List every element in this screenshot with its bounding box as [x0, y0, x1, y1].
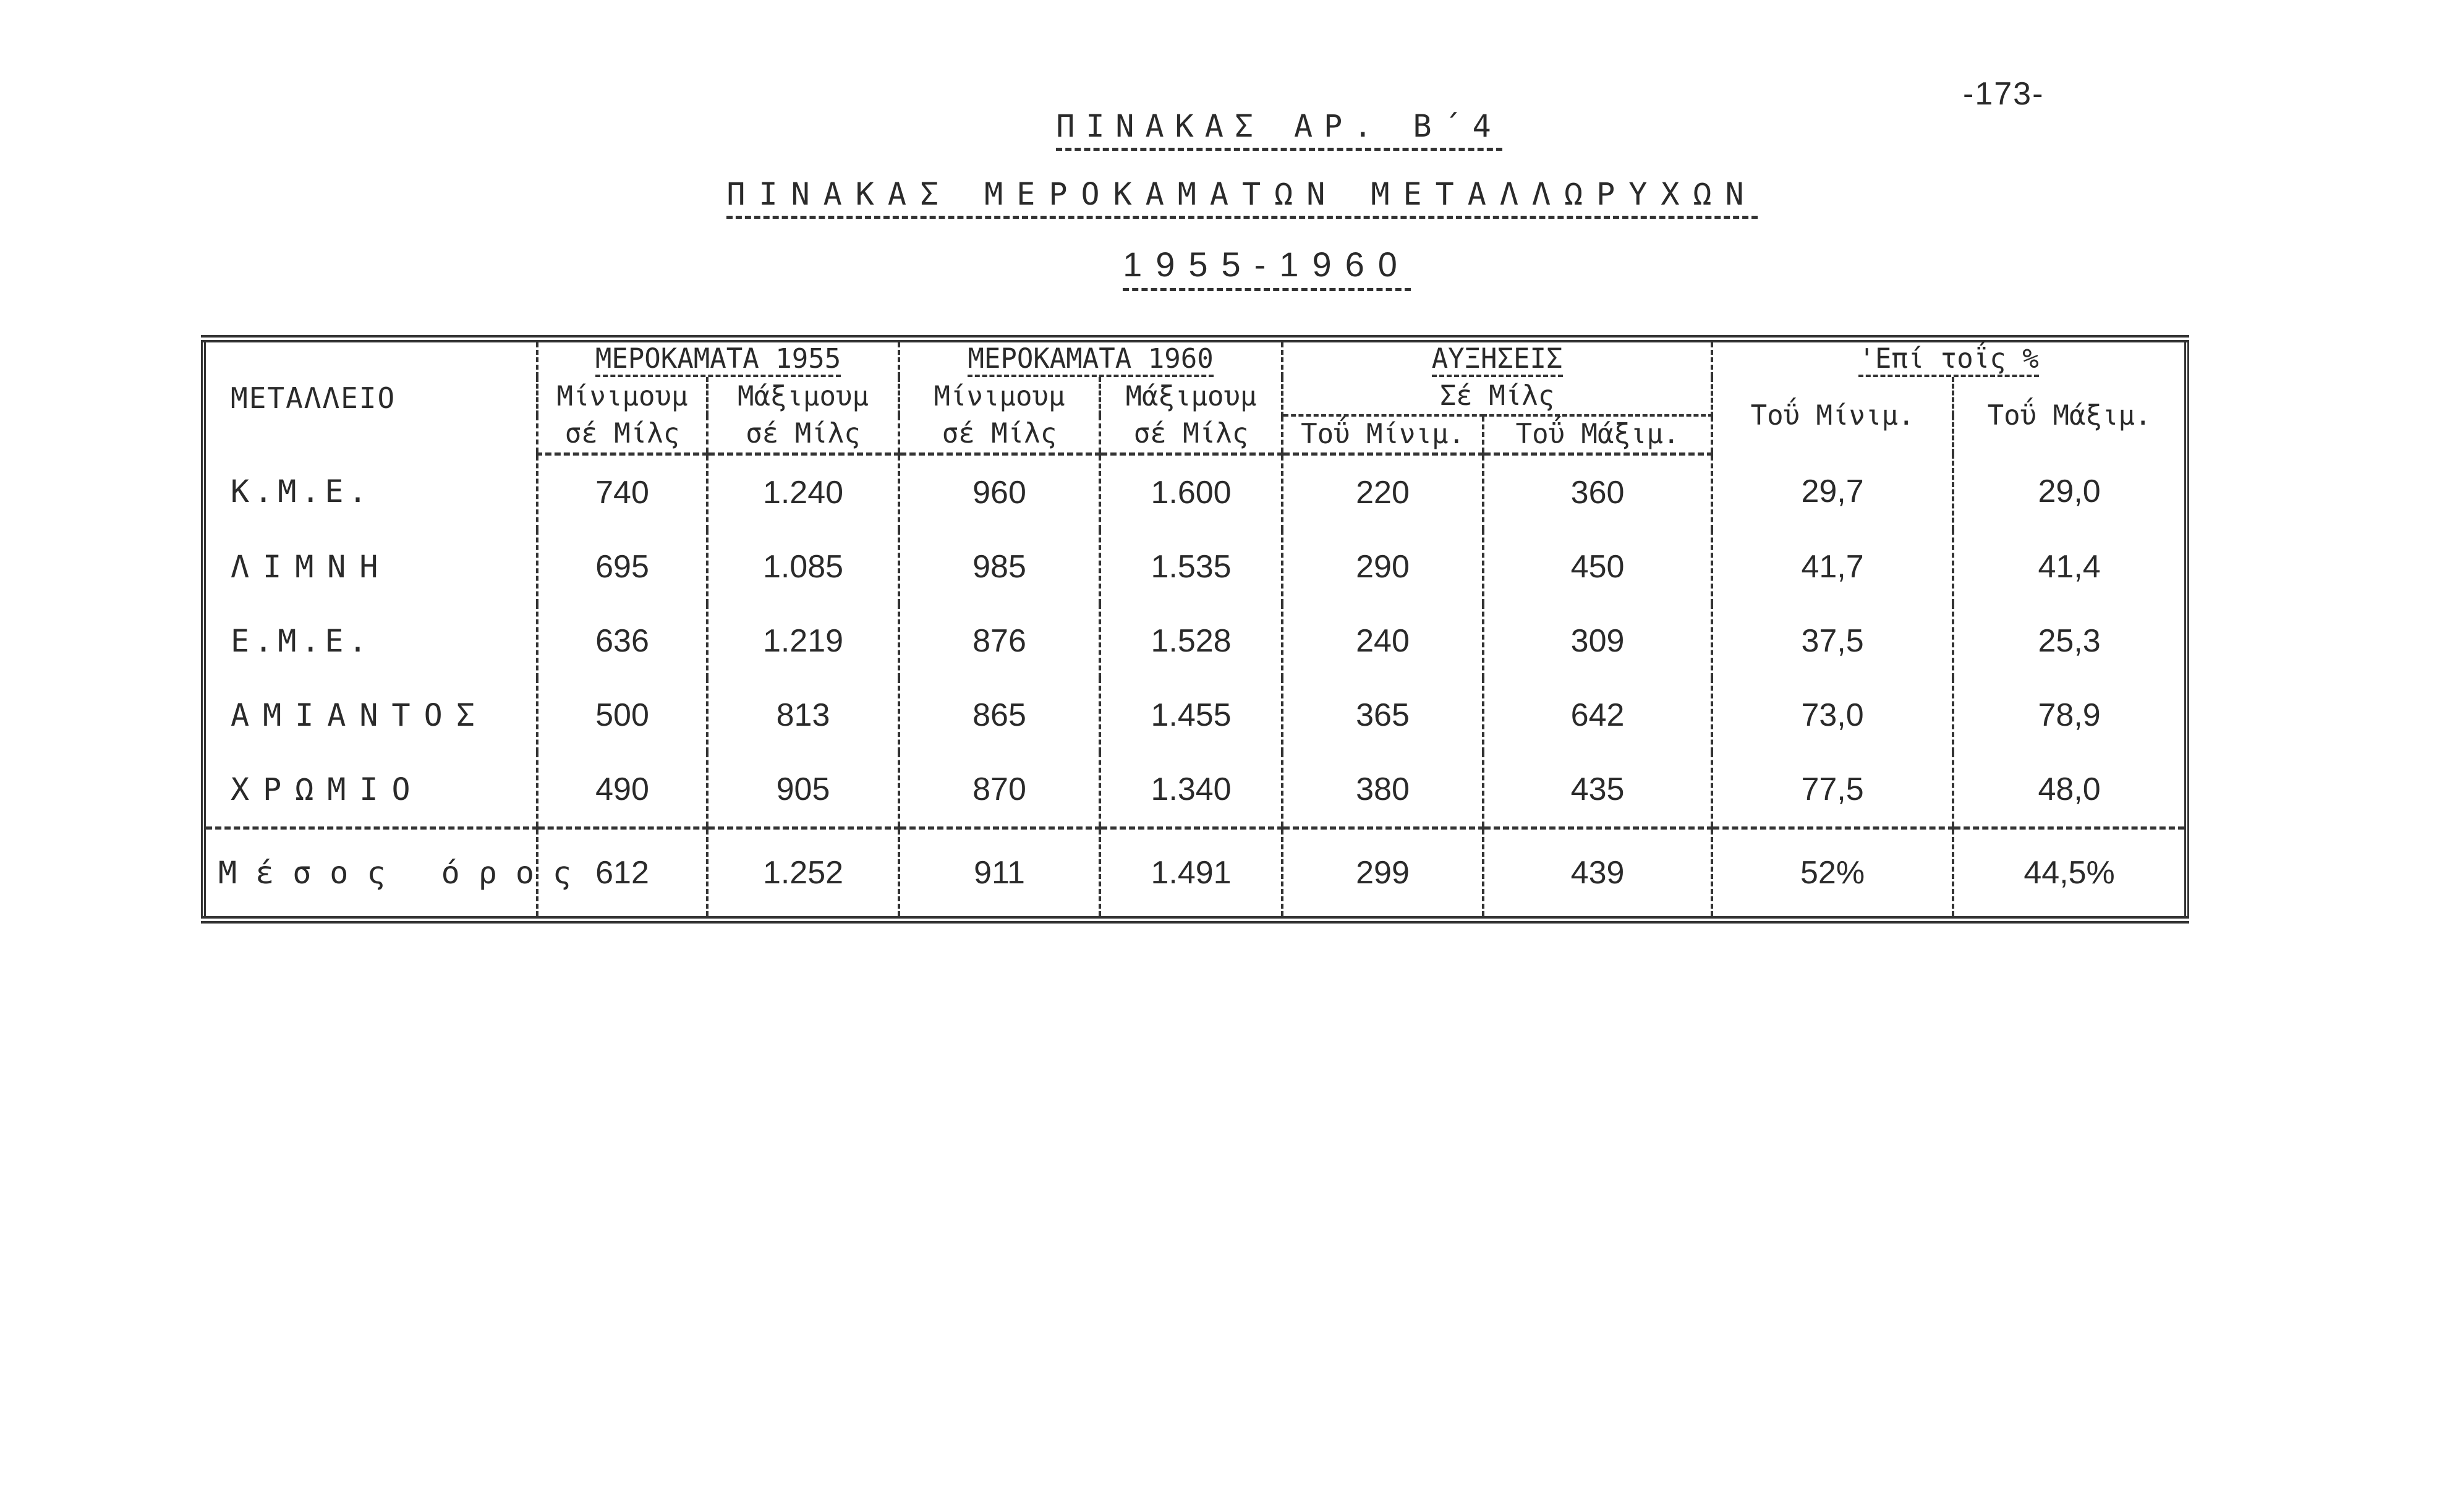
table-number-title: ΠΙΝΑΚΑΣ ΑΡ. Β΄4 — [111, 108, 2447, 151]
average-row — [203, 828, 2187, 920]
increase-min: 290 — [1282, 530, 1483, 604]
percent-max: 78,9 — [1953, 678, 2187, 752]
max-1955: 1.252 — [707, 828, 899, 920]
percent-min: 52% — [1712, 828, 1953, 920]
table-row — [203, 604, 2187, 678]
percent-min: 77,5 — [1712, 752, 1953, 828]
min-1955-header: Μίνιμουμ — [537, 377, 707, 415]
increase-max: 439 — [1483, 828, 1712, 920]
min-1960: 911 — [899, 828, 1100, 920]
max-1955: 1.085 — [707, 530, 899, 604]
percent-header: 'Επί τοΐς % — [1712, 339, 2187, 377]
percent-min: 37,5 — [1712, 604, 1953, 678]
increase-max: 435 — [1483, 752, 1712, 828]
max-1955: 1.219 — [707, 604, 899, 678]
percent-min: 41,7 — [1712, 530, 1953, 604]
max-1955: 813 — [707, 678, 899, 752]
increase-min: 240 — [1282, 604, 1483, 678]
increase-of-max-header: Τοΰ Μάξιμ. — [1483, 415, 1712, 454]
increase-max: 360 — [1483, 454, 1712, 530]
mine-name: Κ.Μ.Ε. — [203, 454, 537, 530]
table-row — [203, 752, 2187, 828]
max-1960: 1.455 — [1100, 678, 1282, 752]
increase-max: 450 — [1483, 530, 1712, 604]
table-row — [203, 678, 2187, 752]
percent-max: 29,0 — [1953, 454, 2187, 530]
max-1955: 1.240 — [707, 454, 899, 530]
table-row — [203, 454, 2187, 530]
increase-min: 220 — [1282, 454, 1483, 530]
mine-name: ΛΙΜΝΗ — [203, 530, 537, 604]
unit-min-1960: σέ Μίλς — [899, 415, 1100, 454]
increase-max: 642 — [1483, 678, 1712, 752]
min-1960: 985 — [899, 530, 1100, 604]
unit-max-1960: σέ Μίλς — [1100, 415, 1282, 454]
increase-of-min-header: Τοΰ Μίνιμ. — [1282, 415, 1483, 454]
max-1955-header: Μάξιμουμ — [707, 377, 899, 415]
unit-min-1955: σέ Μίλς — [537, 415, 707, 454]
increase-min: 365 — [1282, 678, 1483, 752]
increase-max: 309 — [1483, 604, 1712, 678]
min-1955: 490 — [537, 752, 707, 828]
min-1960: 960 — [899, 454, 1100, 530]
max-1960: 1.528 — [1100, 604, 1282, 678]
min-1960: 865 — [899, 678, 1100, 752]
mine-name: ΑΜΙΑΝΤΟΣ — [203, 678, 537, 752]
percent-max: 25,3 — [1953, 604, 2187, 678]
mine-column-header: ΜΕΤΑΛΛΕΙΟ — [203, 339, 537, 454]
percent-min: 29,7 — [1712, 454, 1953, 530]
min-1960: 870 — [899, 752, 1100, 828]
percent-of-max-header: Τοΰ Μάξιμ. — [1953, 377, 2187, 454]
table-row — [203, 530, 2187, 604]
increase-min: 380 — [1282, 752, 1483, 828]
max-1960: 1.600 — [1100, 454, 1282, 530]
min-1955: 500 — [537, 678, 707, 752]
max-1960-header: Μάξιμουμ — [1100, 377, 1282, 415]
mine-name: Ε.Μ.Ε. — [203, 604, 537, 678]
max-1960: 1.535 — [1100, 530, 1282, 604]
mine-name: ΧΡΩΜΙΟ — [203, 752, 537, 828]
wages-table — [201, 335, 2189, 924]
min-1955: 612 — [537, 828, 707, 920]
increases-unit-header: Σέ Μίλς — [1282, 377, 1712, 415]
min-1955: 636 — [537, 604, 707, 678]
page-number: -173- — [1963, 76, 2045, 112]
increase-min: 299 — [1282, 828, 1483, 920]
wages-1960-header: ΜΕΡΟΚΑΜΑΤΑ 1960 — [899, 339, 1282, 377]
max-1960: 1.340 — [1100, 752, 1282, 828]
increases-header: ΑΥΞΗΣΕΙΣ — [1282, 339, 1712, 377]
percent-of-min-header: Τοΰ Μίνιμ. — [1712, 377, 1953, 454]
header-row-groups — [203, 339, 2187, 377]
max-1955: 905 — [707, 752, 899, 828]
min-1960-header: Μίνιμουμ — [899, 377, 1100, 415]
table-years: 1955-1960 — [99, 244, 2435, 291]
percent-max: 44,5% — [1953, 828, 2187, 920]
percent-max: 48,0 — [1953, 752, 2187, 828]
max-1960: 1.491 — [1100, 828, 1282, 920]
wages-1955-header: ΜΕΡΟΚΑΜΑΤΑ 1955 — [537, 339, 899, 377]
percent-max: 41,4 — [1953, 530, 2187, 604]
unit-max-1955: σέ Μίλς — [707, 415, 899, 454]
min-1960: 876 — [899, 604, 1100, 678]
table-title: ΠΙΝΑΚΑΣ ΜΕΡΟΚΑΜΑΤΩΝ ΜΕΤΑΛΛΩΡΥΧΩΝ — [74, 176, 2410, 219]
min-1955: 740 — [537, 454, 707, 530]
percent-min: 73,0 — [1712, 678, 1953, 752]
average-label: Μέσος όρος — [203, 828, 537, 920]
min-1955: 695 — [537, 530, 707, 604]
